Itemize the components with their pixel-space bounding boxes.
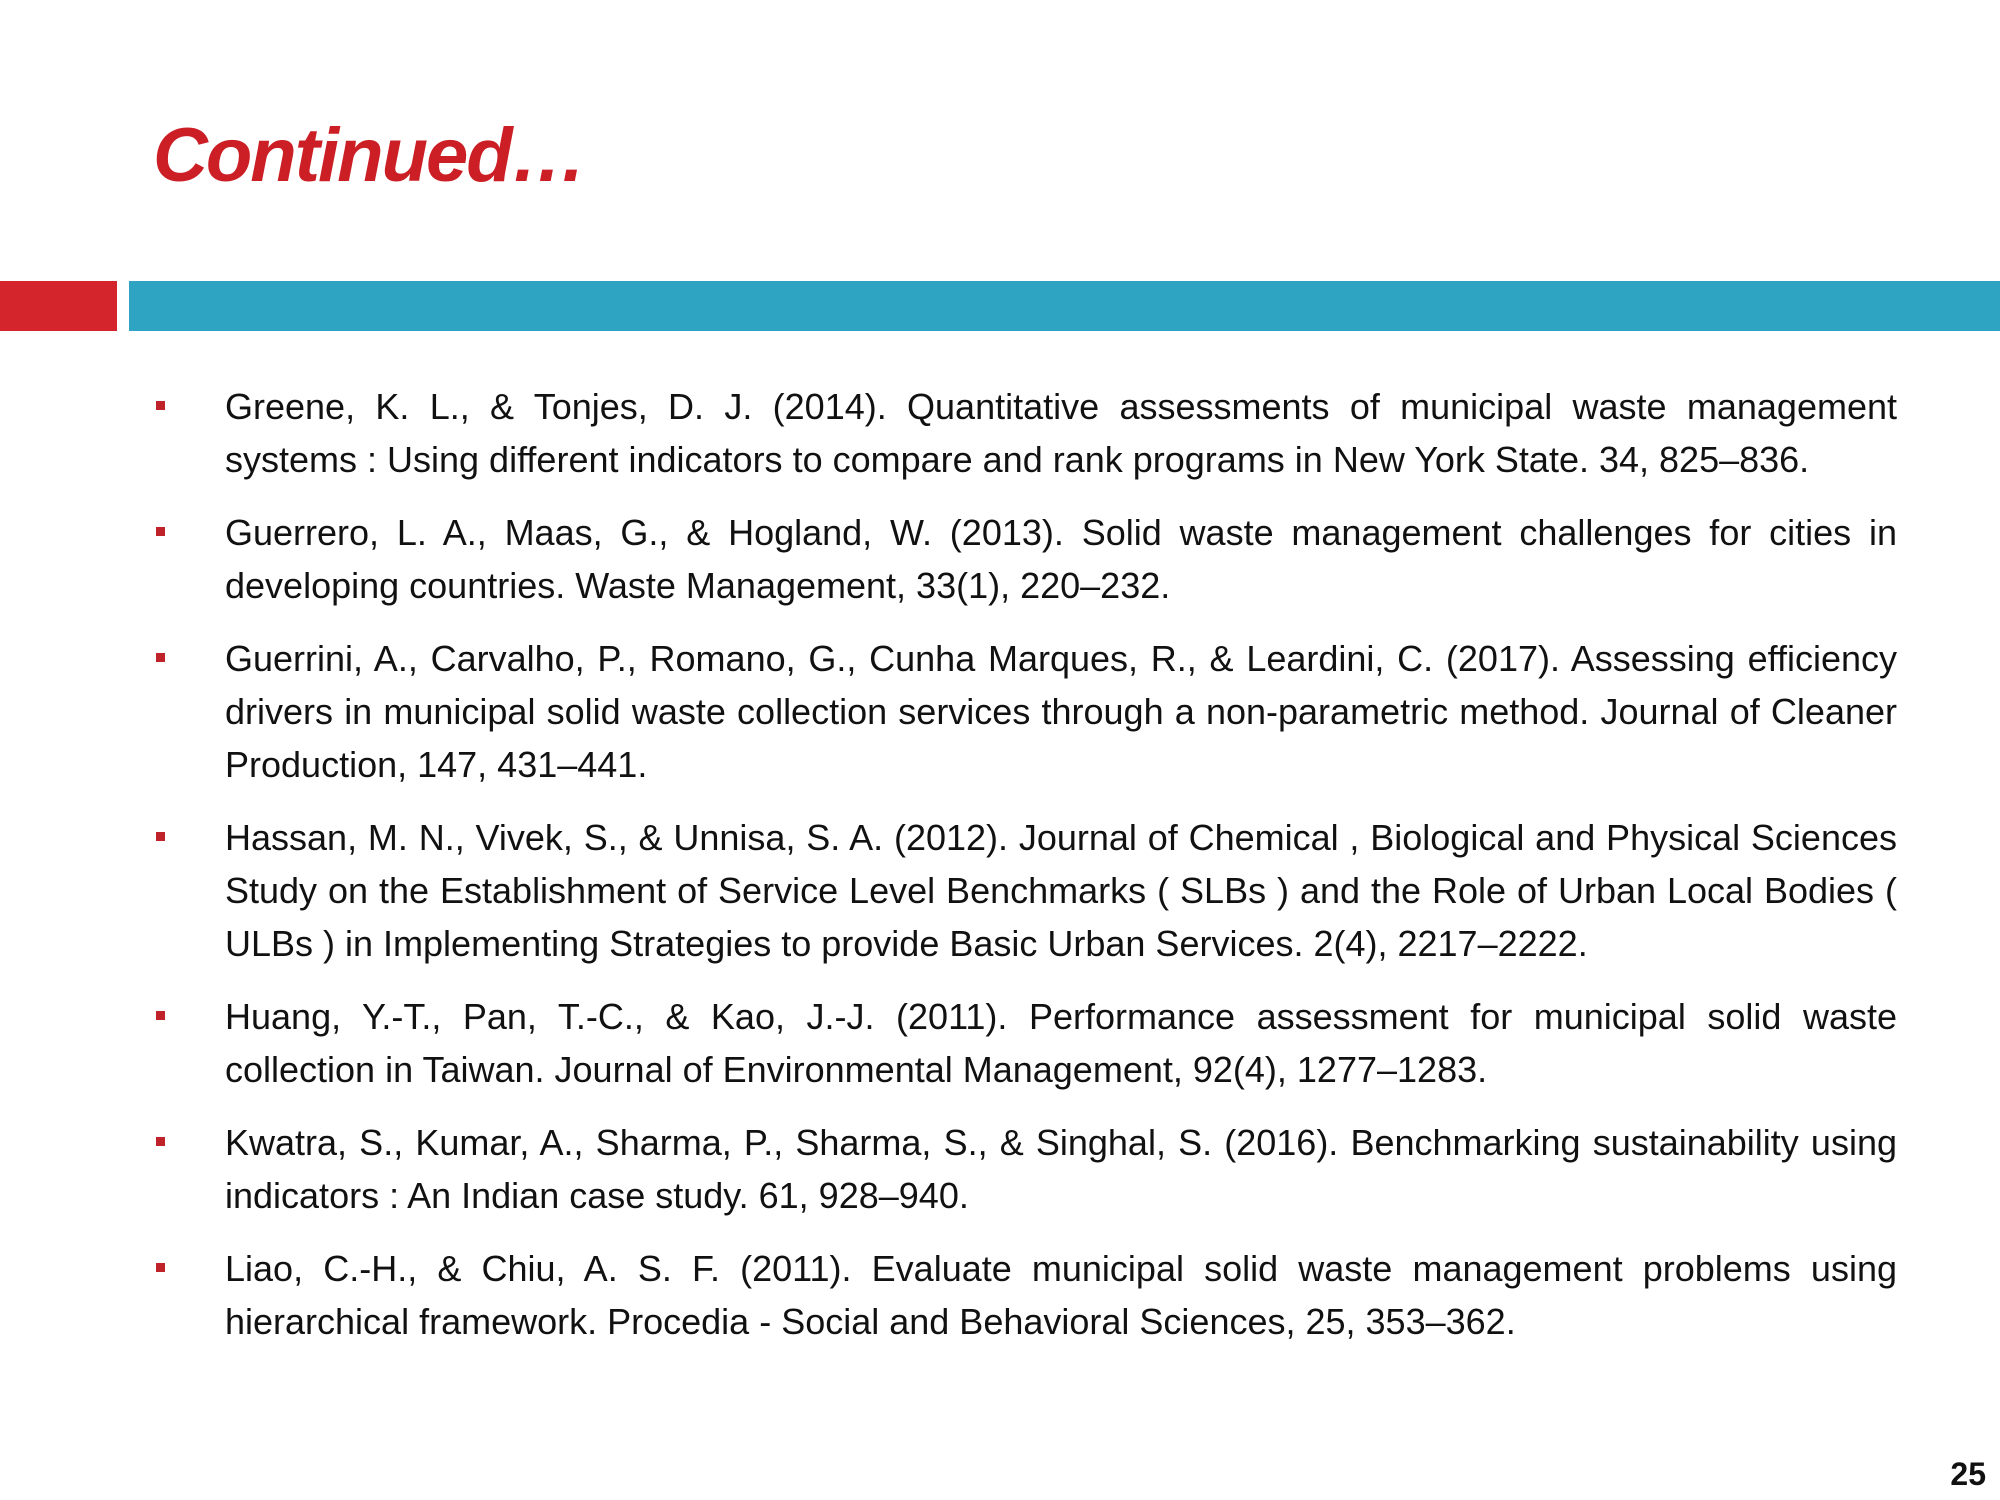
square-bullet-icon	[156, 401, 165, 410]
reference-item	[150, 632, 1897, 791]
reference-text: Liao, C.-H., & Chiu, A. S. F. (2011). Evaluate municipal solid waste management problems using hierarchical framework. Procedia - Social and Behavioral Sciences, 25, 353–362.	[225, 1248, 1897, 1342]
header-accent-bar-blue	[129, 281, 2000, 331]
slide-title: Continued…	[153, 113, 585, 198]
header-accent-bar-red	[0, 281, 117, 331]
reference-item	[150, 1116, 1897, 1222]
reference-text: Guerrero, L. A., Maas, G., & Hogland, W. (2013). Solid waste management challenges for cities in developing countries. Waste Management, 33(1), 220–232.	[225, 512, 1897, 606]
square-bullet-icon	[156, 653, 165, 662]
reference-item	[150, 990, 1897, 1096]
square-bullet-icon	[156, 1263, 165, 1272]
reference-text: Huang, Y.-T., Pan, T.-C., & Kao, J.-J. (2011). Performance assessment for municipal solid waste collection in Taiwan. Journal of Environmental Management, 92(4), 1277–1283.	[225, 996, 1897, 1090]
reference-text: Guerrini, A., Carvalho, P., Romano, G., Cunha Marques, R., & Leardini, C. (2017). Assessing efficiency drivers in municipal solid waste collection services through a non-parametric method. Journal of Cleaner Production, 147, 431–441.	[225, 638, 1897, 785]
reference-text: Kwatra, S., Kumar, A., Sharma, P., Sharma, S., & Singhal, S. (2016). Benchmarking sustainability using indicators : An Indian case study. 61, 928–940.	[225, 1122, 1897, 1216]
reference-item	[150, 506, 1897, 612]
square-bullet-icon	[156, 1011, 165, 1020]
square-bullet-icon	[156, 527, 165, 536]
square-bullet-icon	[156, 1137, 165, 1146]
page-number: 25	[1950, 1456, 1986, 1492]
reference-item	[150, 811, 1897, 970]
square-bullet-icon	[156, 832, 165, 841]
reference-item	[150, 1242, 1897, 1348]
reference-text: Greene, K. L., & Tonjes, D. J. (2014). Quantitative assessments of municipal waste management systems : Using different indicators to compare and rank programs in New York State. 34, 825–836.	[225, 386, 1897, 480]
reference-item	[150, 380, 1897, 486]
reference-list	[150, 380, 1897, 1368]
reference-text: Hassan, M. N., Vivek, S., & Unnisa, S. A. (2012). Journal of Chemical , Biological and Physical Sciences Study on the Establishment of Service Level Benchmarks ( SLBs ) and the Role of Urban Local Bodies ( ULBs ) in Implementing Strategies to provide Basic Urban Services. 2(4), 2217–2222.	[225, 817, 1897, 964]
